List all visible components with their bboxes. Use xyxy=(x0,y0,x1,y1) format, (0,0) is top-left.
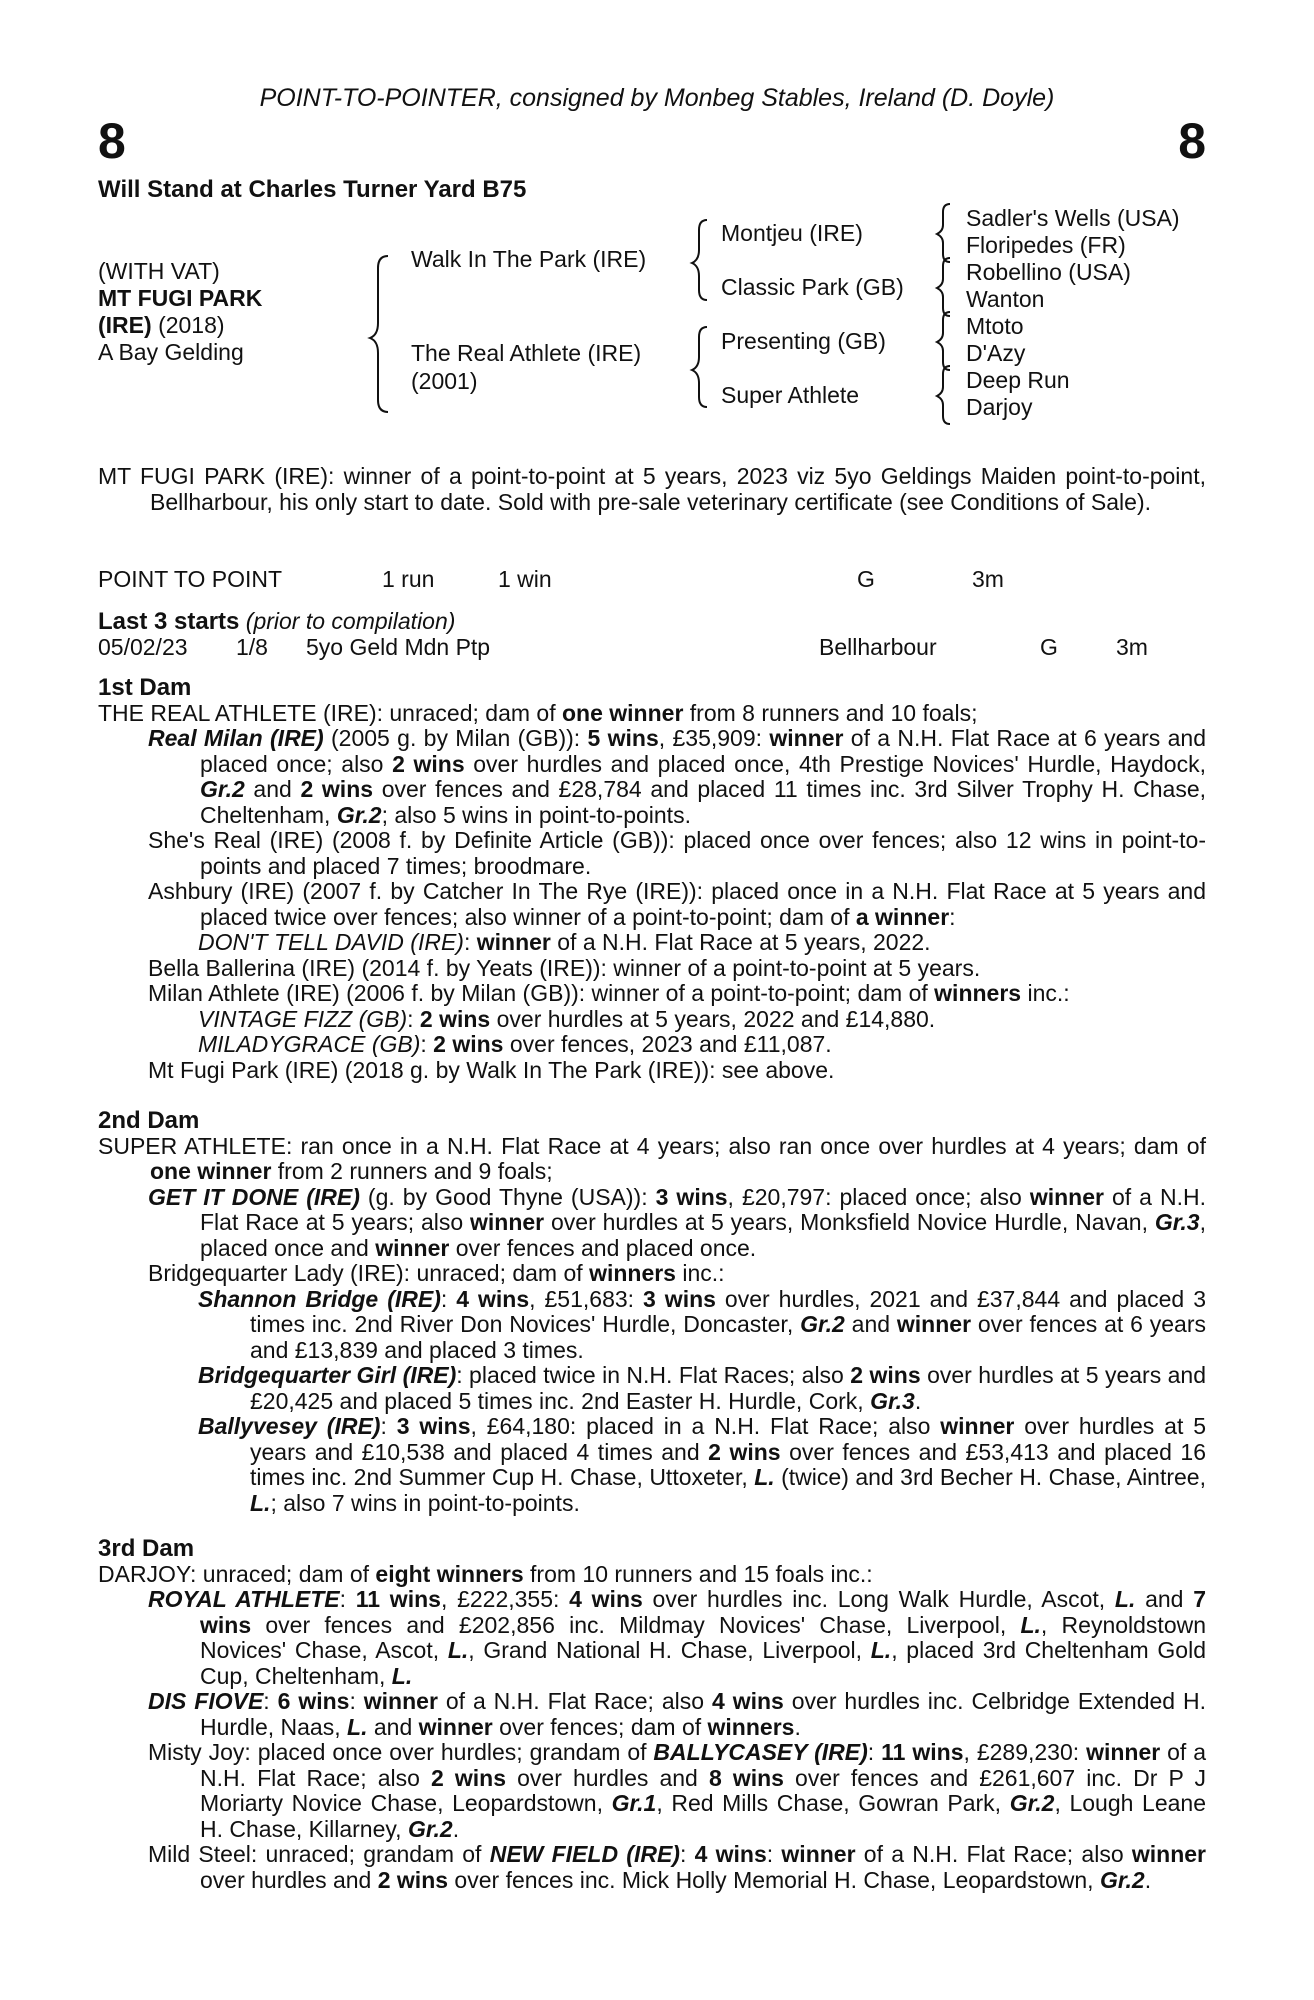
record-going: G xyxy=(857,566,875,592)
stand-location: Will Stand at Charles Turner Yard B75 xyxy=(98,176,527,203)
first-dam-grandoffspring-5a: VINTAGE FIZZ (GB): 2 wins over hurdles at 5 years, 2022 and £14,880. xyxy=(198,1005,936,1032)
summary-paragraph: MT FUGI PARK (IRE): winner of a point-to-point at 5 years, 2023 viz 5yo Geldings Maiden point-to-point, Bellharbour, his only start to date. Sold with pre-sale veterinary certificate (see Conditions of Sale). xyxy=(98,463,1206,515)
horse-description: A Bay Gelding xyxy=(98,339,244,365)
brace-sire-line xyxy=(692,220,707,300)
brace-g1 xyxy=(937,204,950,262)
third-dam-offspring-4: Mild Steel: unraced; grandam of NEW FIELD (IRE): 4 wins: winner of a N.H. Flat Race; also winner over hurdles and 2 wins over fences inc. Mick Holly Memorial H. Chase, Leopardstown, Gr.2. xyxy=(148,1841,1207,1893)
record-label: POINT TO POINT xyxy=(98,566,283,592)
third-dam-intro: DARJOY: unraced; dam of eight winners from 10 runners and 15 foals inc.: xyxy=(98,1560,873,1587)
pedigree-g7: Deep Run xyxy=(966,367,1070,393)
first-dam-offspring-3: Ashbury (IRE) (2007 f. by Catcher In The Rye (IRE)): placed once in a N.H. Flat Race at 5 years and placed twice over fences; also winner of a point-to-point; dam of a winner: xyxy=(148,878,1206,930)
lot-number-right: 8 xyxy=(1178,113,1206,169)
pedigree-dam: The Real Athlete (IRE) xyxy=(411,340,642,366)
pedigree-g2: Floripedes (FR) xyxy=(966,232,1126,258)
first-dam-intro: THE REAL ATHLETE (IRE): unraced; dam of one winner from 8 runners and 10 foals; xyxy=(98,699,978,726)
second-dam-grandoffspring-2: Bridgequarter Girl (IRE): placed twice in N.H. Flat Races; also 2 wins over hurdles at 5 years and £20,425 and placed 5 times inc. 2nd Easter H. Hurdle, Cork, Gr.3. xyxy=(198,1362,1206,1414)
pedigree-g4: Wanton xyxy=(966,286,1045,312)
pedigree-dam-dam: Super Athlete xyxy=(721,382,860,408)
record-runs: 1 run xyxy=(382,566,435,592)
third-dam-section xyxy=(98,1536,1206,1893)
second-dam-heading: 2nd Dam xyxy=(98,1107,200,1134)
brace-g2 xyxy=(937,258,950,316)
start-position: 1/8 xyxy=(236,634,268,660)
first-dam-offspring-2: She's Real (IRE) (2008 f. by Definite Article (GB)): placed once over fences; also 12 wins in point-to-points and placed 7 times; broodmare. xyxy=(148,827,1206,879)
first-dam-offspring-4: Bella Ballerina (IRE) (2014 f. by Yeats (IRE)): winner of a point-to-point at 5 years. xyxy=(148,954,981,981)
record-distance: 3m xyxy=(972,566,1004,592)
pedigree-g8: Darjoy xyxy=(966,394,1033,420)
second-dam-grandoffspring-1: Shannon Bridge (IRE): 4 wins, £51,683: 3 wins over hurdles, 2021 and £37,844 and placed 3 times inc. 2nd River Don Novices' Hurdle, Doncaster, Gr.2 and winner over fences at 6 years and £13,839 and placed 3 times. xyxy=(198,1285,1206,1363)
start-going: G xyxy=(1040,634,1058,660)
horse-country: (IRE) xyxy=(98,312,152,338)
pedigree-sire-dam: Classic Park (GB) xyxy=(721,274,904,300)
vat-note: (WITH VAT) xyxy=(98,258,220,284)
start-course: Bellharbour xyxy=(819,634,937,660)
first-dam-section xyxy=(98,675,1206,1083)
last-starts-title: Last 3 starts xyxy=(98,608,240,635)
first-dam-offspring-6: Mt Fugi Park (IRE) (2018 g. by Walk In The Park (IRE)): see above. xyxy=(148,1056,835,1083)
consignor-line: POINT-TO-POINTER, consigned by Monbeg Stables, Ireland (D. Doyle) xyxy=(259,84,1055,112)
second-dam-grandoffspring-3: Ballyvesey (IRE): 3 wins, £64,180: placed in a N.H. Flat Race; also winner over hurdles at 5 years and £10,538 and placed 4 times and 2 wins over fences and £53,413 and placed 16 times inc. 2nd Summer Cup H. Chase, Uttoxeter, L. (twice) and 3rd Becher H. Chase, Aintree, L.; also 7 wins in point-to-points. xyxy=(198,1413,1206,1516)
first-dam-offspring-1: Real Milan (IRE) (2005 g. by Milan (GB)): 5 wins, £35,909: winner of a N.H. Flat Race at 6 years and placed once; also 2 wins over hurdles and placed once, 4th Prestige Novices' Hurdle, Haydock, Gr.2 and 2 wins over fences and £28,784 and placed 11 times inc. 3rd Silver Trophy H. Chase, Cheltenham, Gr.2; also 5 wins in point-to-points. xyxy=(148,725,1207,828)
start-distance: 3m xyxy=(1116,634,1148,660)
pedigree-g3: Robellino (USA) xyxy=(966,259,1131,285)
start-race: 5yo Geld Mdn Ptp xyxy=(306,634,491,660)
pedigree-dam-year: (2001) xyxy=(411,368,478,394)
lot-number-left: 8 xyxy=(98,113,126,169)
last-starts-heading xyxy=(98,608,455,636)
third-dam-offspring-2: DIS FIOVE: 6 wins: winner of a N.H. Flat Race; also 4 wins over hurdles inc. Celbridge Extended H. Hurdle, Naas, L. and winner over fences; dam of winners. xyxy=(148,1688,1206,1740)
brace-g3 xyxy=(937,312,950,370)
first-dam-grandoffspring-5b: MILADYGRACE (GB): 2 wins over fences, 2023 and £11,087. xyxy=(198,1031,832,1057)
first-dam-offspring-5: Milan Athlete (IRE) (2006 f. by Milan (GB)): winner of a point-to-point; dam of winners inc.: xyxy=(148,980,1070,1006)
horse-year: (2018) xyxy=(158,312,225,338)
third-dam-heading: 3rd Dam xyxy=(98,1535,195,1562)
brace-g4 xyxy=(937,366,950,424)
pedigree-sire: Walk In The Park (IRE) xyxy=(411,246,647,272)
pedigree-g6: D'Azy xyxy=(966,340,1026,366)
last-starts-note: (prior to compilation) xyxy=(245,608,456,634)
second-dam-section xyxy=(98,1108,1206,1516)
summary-block xyxy=(98,464,1206,515)
third-dam-offspring-3: Misty Joy: placed once over hurdles; grandam of BALLYCASEY (IRE): 11 wins, £289,230: winner of a N.H. Flat Race; also 2 wins over hurdles and 8 wins over fences and £261,607 inc. Dr P J Moriarty Novice Chase, Leopardstown, Gr.1, Red Mills Chase, Gowran Park, Gr.2, Lough Leane H. Chase, Killarney, Gr.2. xyxy=(148,1739,1207,1842)
pedigree-sire-sire: Montjeu (IRE) xyxy=(721,220,863,246)
second-dam-offspring-2: Bridgequarter Lady (IRE): unraced; dam of winners inc.: xyxy=(148,1260,725,1286)
second-dam-offspring-1: GET IT DONE (IRE) (g. by Good Thyne (USA)): 3 wins, £20,797: placed once; also winner of a N.H. Flat Race at 5 years; also winner over hurdles at 5 years, Monksfield Novice Hurdle, Navan, Gr.3, placed once and winner over fences and placed once. xyxy=(148,1183,1206,1261)
horse-name: MT FUGI PARK xyxy=(98,285,263,311)
third-dam-offspring-1: ROYAL ATHLETE: 11 wins, £222,355: 4 wins over hurdles inc. Long Walk Hurdle, Ascot, L. and 7 wins over fences and £202,856 inc. Mildmay Novices' Chase, Liverpool, L., Reynoldstown Novices' Chase, Ascot, L., Grand National H. Chase, Liverpool, L., placed 3rd Cheltenham Gold Cup, Cheltenham, L. xyxy=(148,1586,1207,1689)
pedigree-g1: Sadler's Wells (USA) xyxy=(966,205,1180,231)
pedigree-g5: Mtoto xyxy=(966,313,1024,339)
brace-dam-line xyxy=(692,327,707,407)
first-dam-heading: 1st Dam xyxy=(98,674,192,701)
brace-sire-dam xyxy=(370,256,388,412)
start-date: 05/02/23 xyxy=(98,634,188,660)
record-wins: 1 win xyxy=(498,566,552,592)
second-dam-intro: SUPER ATHLETE: ran once in a N.H. Flat Race at 4 years; also ran once over hurdles at 4 years; dam of one winner from 2 runners and 9 foals; xyxy=(98,1132,1206,1184)
first-dam-grandoffspring-3: DON'T TELL DAVID (IRE): winner of a N.H. Flat Race at 5 years, 2022. xyxy=(198,929,931,955)
pedigree-dam-sire: Presenting (GB) xyxy=(721,328,886,354)
